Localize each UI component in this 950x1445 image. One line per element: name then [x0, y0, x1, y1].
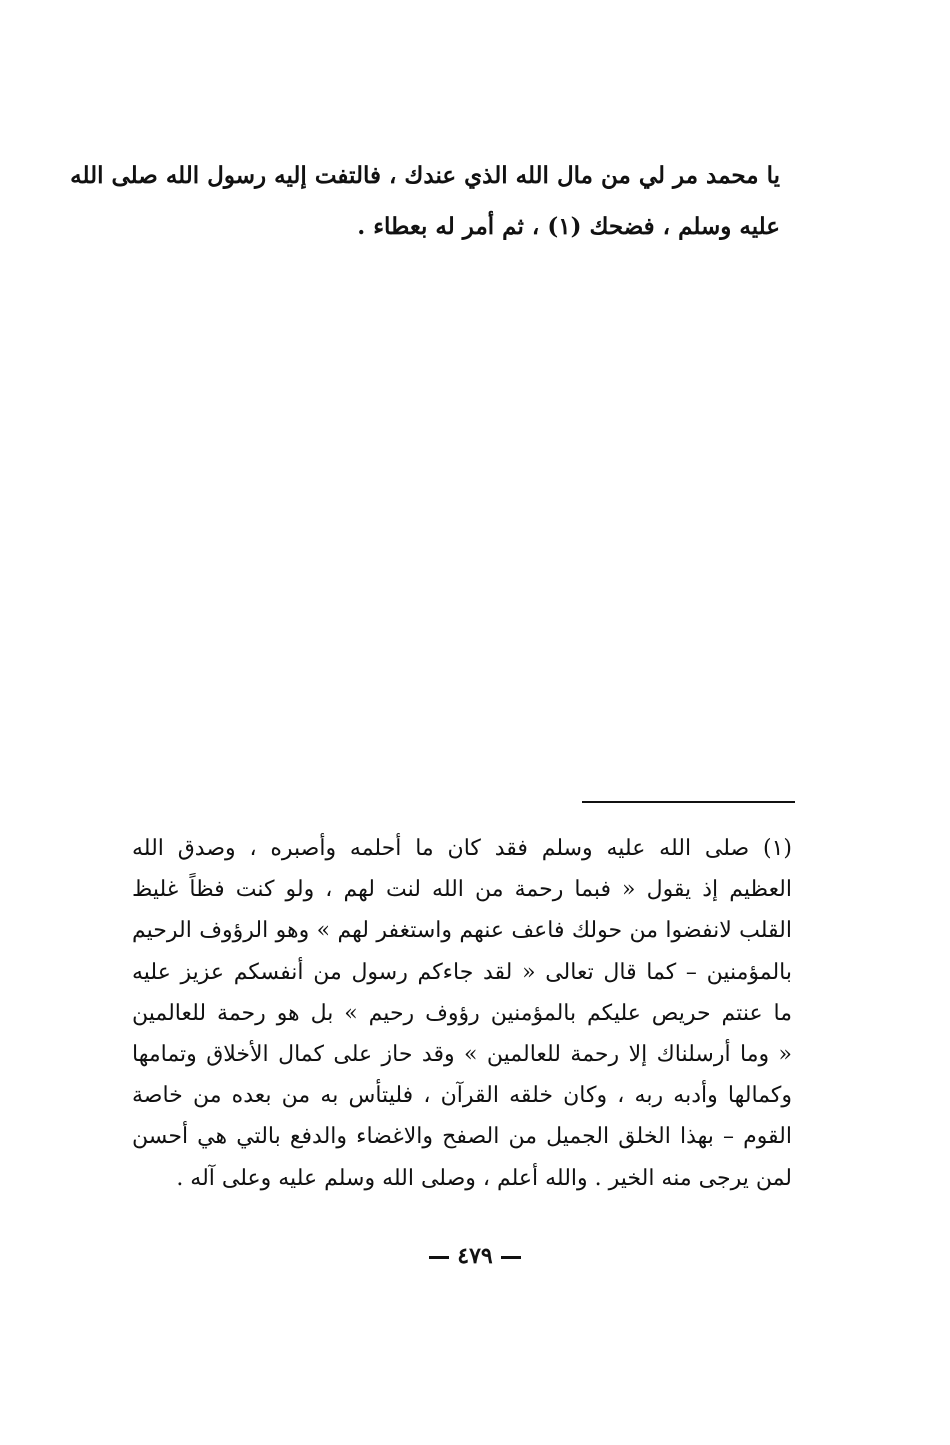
page-number-dash [429, 1256, 449, 1259]
footnote-line: القلب لانفضوا من حولك فاعف عنهم واستغفر لهم » وهو الرؤوف الرحيم [132, 918, 792, 944]
main-text-line: يا محمد مر لي من مال الله الذي عندك ، فالتفت إليه رسول الله صلى الله [70, 162, 780, 189]
main-paragraph [70, 150, 780, 252]
footnote-line: العظيم إذ يقول « فبما رحمة من الله لنت لهم ، ولو كنت فظاً غليظ [132, 877, 792, 903]
footnote-line: القوم – بهذا الخلق الجميل من الصفح والاغضاء والدفع بالتي هي أحسن [132, 1124, 792, 1150]
footnote-line: (١) صلى الله عليه وسلم فقد كان ما أحلمه وأصبره ، وصدق الله [132, 836, 792, 861]
footnote-line: وكمالها وأدبه ربه ، وكان خلقه القرآن ، فليتأس به من بعده من خاصة [132, 1083, 792, 1109]
footnote [132, 828, 792, 1199]
footnote-line: « وما أرسلناك إلا رحمة للعالمين » وقد حاز على كمال الأخلاق وتمامها [132, 1042, 792, 1068]
main-text-line: عليه وسلم ، فضحك (١) ، ثم أمر له بعطاء . [357, 213, 780, 240]
footnote-line: بالمؤمنين – كما قال تعالى « لقد جاءكم رسول من أنفسكم عزيز عليه [132, 959, 792, 985]
footnote-separator [582, 801, 795, 803]
page-number [375, 1241, 575, 1271]
footnote-line: ما عنتم حريص عليكم بالمؤمنين رؤوف رحيم » بل هو رحمة للعالمين [132, 1000, 792, 1026]
page-number-dash [501, 1256, 521, 1259]
page-number-value: ٤٧٩ [457, 1243, 493, 1269]
footnote-line: لمن يرجى منه الخير . والله أعلم ، وصلى الله وسلم عليه وعلى آله . [176, 1165, 792, 1191]
